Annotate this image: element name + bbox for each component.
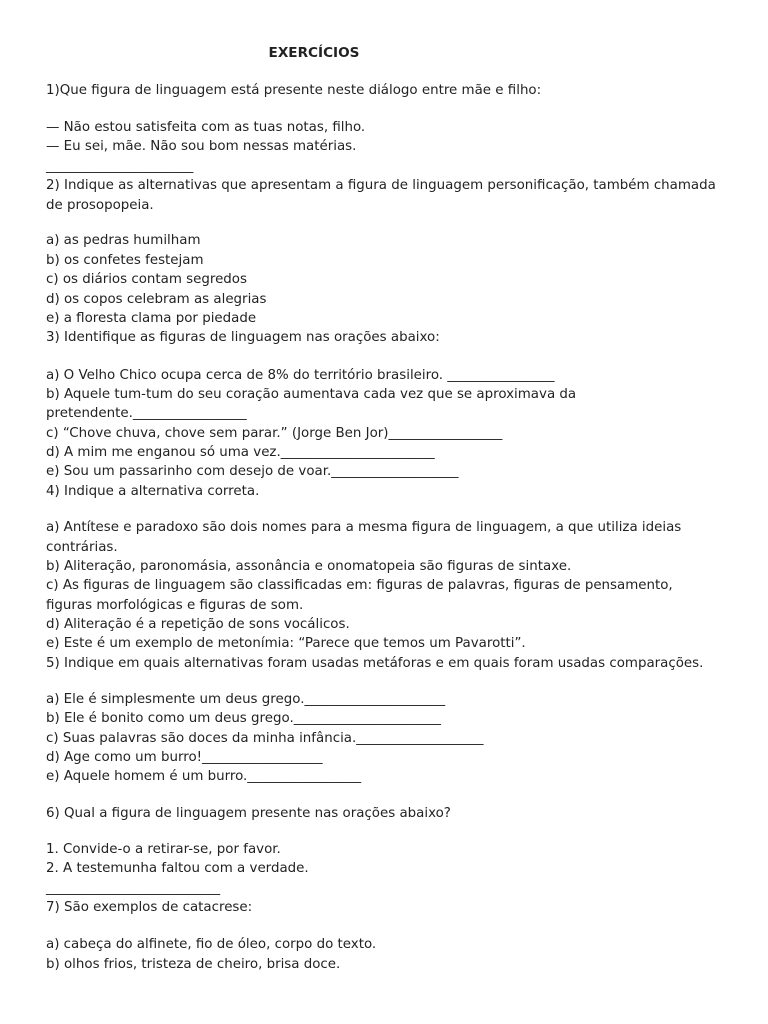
question-3: 3) Identifique as figuras de linguagem nas orações abaixo: bbox=[46, 330, 440, 345]
q7-option-a: a) cabeça do alfinete, fio de óleo, corpo do texto. bbox=[46, 937, 377, 952]
q2-option-c: c) os diários contam segredos bbox=[46, 272, 247, 287]
q5-option-d: d) Age como um burro!__________________ bbox=[46, 750, 323, 765]
q3-option-e: e) Sou um passarinho com desejo de voar.___________________ bbox=[46, 464, 459, 479]
answer-blank-1: ______________________ bbox=[46, 159, 194, 174]
page-title: EXERCÍCIOS bbox=[268, 45, 360, 61]
q4-option-c: c) As figuras de linguagem são classificadas em: figuras de palavras, figuras de pensamento, bbox=[46, 578, 673, 593]
q7-option-b: b) olhos frios, tristeza de cheiro, brisa doce. bbox=[46, 957, 341, 972]
q4-option-b: b) Aliteração, paronomásia, assonância e onomatopeia são figuras de sintaxe. bbox=[46, 559, 572, 574]
q4-option-a: a) Antítese e paradoxo são dois nomes para a mesma figura de linguagem, a que utiliza ideias bbox=[46, 520, 682, 535]
q3-option-b-cont: pretendente._________________ bbox=[46, 406, 247, 421]
q2-option-b: b) os confetes festejam bbox=[46, 253, 204, 268]
question-2-line-2: de prosopopeia. bbox=[46, 198, 154, 213]
q2-option-e: e) a floresta clama por piedade bbox=[46, 311, 257, 326]
dialogue-line-1: — Não estou satisfeita com as tuas notas, filho. bbox=[46, 120, 366, 135]
q4-option-e: e) Este é um exemplo de metonímia: “Parece que temos um Pavarotti”. bbox=[46, 636, 526, 651]
q3-option-c: c) “Chove chuva, chove sem parar.” (Jorge Ben Jor)_________________ bbox=[46, 426, 503, 441]
q3-option-b: b) Aquele tum-tum do seu coração aumentava cada vez que se aproximava da bbox=[46, 387, 577, 402]
question-2-line-1: 2) Indique as alternativas que apresentam a figura de linguagem personificação, também chamada bbox=[46, 178, 716, 193]
question-1: 1)Que figura de linguagem está presente neste diálogo entre mãe e filho: bbox=[46, 83, 542, 98]
q6-item-2: 2. A testemunha faltou com a verdade. bbox=[46, 861, 309, 876]
q5-option-b: b) Ele é bonito como um deus grego.______________________ bbox=[46, 711, 442, 726]
question-4: 4) Indique a alternativa correta. bbox=[46, 484, 260, 499]
q4-option-d: d) Aliteração é a repetição de sons vocálicos. bbox=[46, 617, 350, 632]
question-5: 5) Indique em quais alternativas foram usadas metáforas e em quais foram usadas comparações. bbox=[46, 656, 704, 671]
q2-option-d: d) os copos celebram as alegrias bbox=[46, 292, 267, 307]
q5-option-e: e) Aquele homem é um burro._________________ bbox=[46, 769, 362, 784]
q4-option-a-cont: contrárias. bbox=[46, 540, 118, 555]
q5-option-a: a) Ele é simplesmente um deus grego._____________________ bbox=[46, 692, 446, 707]
answer-blank-6: __________________________ bbox=[46, 881, 221, 896]
dialogue-line-2: — Eu sei, mãe. Não sou bom nessas matérias. bbox=[46, 139, 357, 154]
question-7: 7) São exemplos de catacrese: bbox=[46, 900, 253, 915]
q4-option-c-cont: figuras morfológicas e figuras de som. bbox=[46, 598, 304, 613]
q3-option-a: a) O Velho Chico ocupa cerca de 8% do território brasileiro. ________________ bbox=[46, 368, 555, 383]
q5-option-c: c) Suas palavras são doces da minha infância.___________________ bbox=[46, 731, 484, 746]
q6-item-1: 1. Convide-o a retirar-se, por favor. bbox=[46, 842, 281, 857]
q3-option-d: d) A mim me enganou só uma vez._______________________ bbox=[46, 445, 435, 460]
question-6: 6) Qual a figura de linguagem presente nas orações abaixo? bbox=[46, 806, 451, 821]
q2-option-a: a) as pedras humilham bbox=[46, 233, 201, 248]
